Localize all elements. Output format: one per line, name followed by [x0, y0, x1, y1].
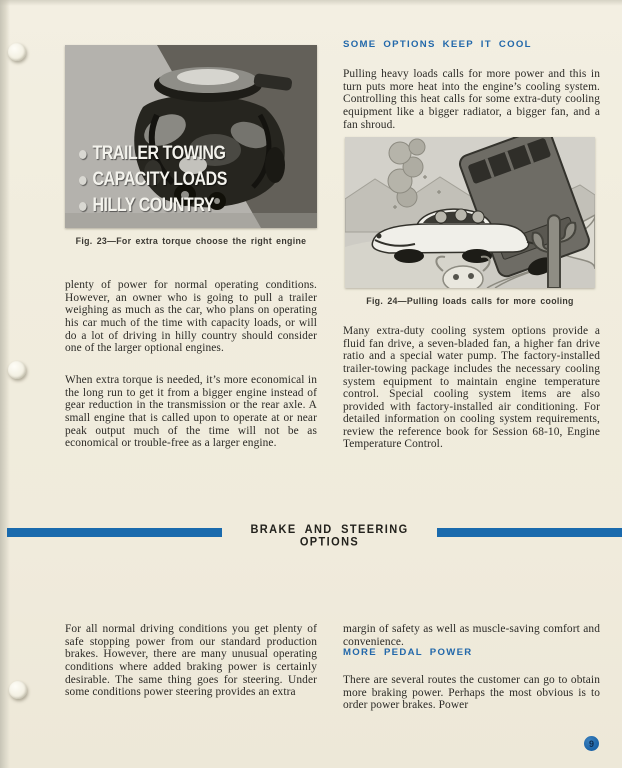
overlay-item-hilly-country: [79, 193, 227, 219]
figure-24-illustration: [345, 137, 595, 288]
overlay-item-label: TRAILER TOWING: [92, 143, 226, 164]
binder-hole-bottom: [9, 681, 27, 699]
figure-23-photo: [65, 45, 317, 228]
binder-hole-middle: [8, 361, 26, 379]
right-column-paragraph-2: Many extra-duty cooling system options provide a fluid fan drive, a seven-bladed fan, a higher fan drive ratio and a special water pump. The factory-installed trailer-towing package includes the necessary cooling system equipment to maintain engine temperature control. Special cooling system items are also provided with factory-installed air conditioning. For detailed information on cooling system requirements, review the reference book for Session 68-10, Engine Temperature Control.: [343, 325, 600, 451]
figure-24: [345, 137, 595, 306]
page-number-badge: [584, 736, 599, 751]
figure-24-caption: Fig. 24—Pulling loads calls for more cooling: [366, 296, 574, 306]
page-left-edge-shadow: [0, 0, 10, 768]
left-column-paragraph-1: plenty of power for normal operating conditions. However, an owner who is going to pull a trailer weighing as much as the car, who plans on operating his car much of the time with capacity loads, or will do a lot of driving in hilly country should consider one of the larger optional engines.: [65, 279, 317, 355]
overlay-item-capacity-loads: [79, 167, 227, 193]
banner-bar-right: [437, 528, 622, 537]
bottom-left-paragraph: For all normal driving conditions you get plenty of safe stopping power from our standard production brakes. However, there are many unusual operating conditions where added braking power is certainly desirable. The same thing goes for steering. Under some conditions power steering provides an extra: [65, 623, 317, 699]
binder-hole-top: [8, 43, 26, 61]
banner-bar-left: [7, 528, 222, 537]
figure-23-caption: Fig. 23—For extra torque choose the right engine: [75, 236, 307, 246]
figure-23-overlay-list: [79, 141, 255, 219]
pedal-power-subheading: MORE PEDAL POWER: [343, 647, 473, 658]
cooling-section-heading: SOME OPTIONS KEEP IT COOL: [343, 39, 532, 50]
figure-23: [65, 45, 317, 246]
left-column-paragraph-2: When extra torque is needed, it’s more economical in the long run to get it from a bigger engine instead of gear reduction in the transmission or the rear axle. A small engine that is called upon to operate at or near peak output much of the time will not be as economical or trouble-free as a larger engine.: [65, 374, 317, 450]
overlay-item-label: CAPACITY LOADS: [92, 169, 227, 190]
bottom-right-paragraph-2: There are several routes the customer can go to obtain more braking power. Perhaps the most obvious is to order power brakes. Power: [343, 674, 600, 712]
page-number: 9: [588, 738, 594, 749]
section-banner-title: BRAKE AND STEERING OPTIONS: [250, 523, 409, 549]
overlay-item-label: HILLY COUNTRY: [92, 195, 215, 216]
bottom-right-paragraph-1: margin of safety as well as muscle-saving comfort and convenience.: [343, 623, 600, 648]
towing-cartoon: [345, 137, 595, 288]
page-top-edge-shadow: [0, 0, 622, 6]
right-column-paragraph-1: Pulling heavy loads calls for more power and this in turn puts more heat into the engine’s cooling system. Controlling this heat calls for some extra-duty cooling equipment like a bigger radiator, a bigger fan, and a fan shroud.: [343, 68, 600, 131]
overlay-item-trailer-towing: [79, 141, 227, 167]
